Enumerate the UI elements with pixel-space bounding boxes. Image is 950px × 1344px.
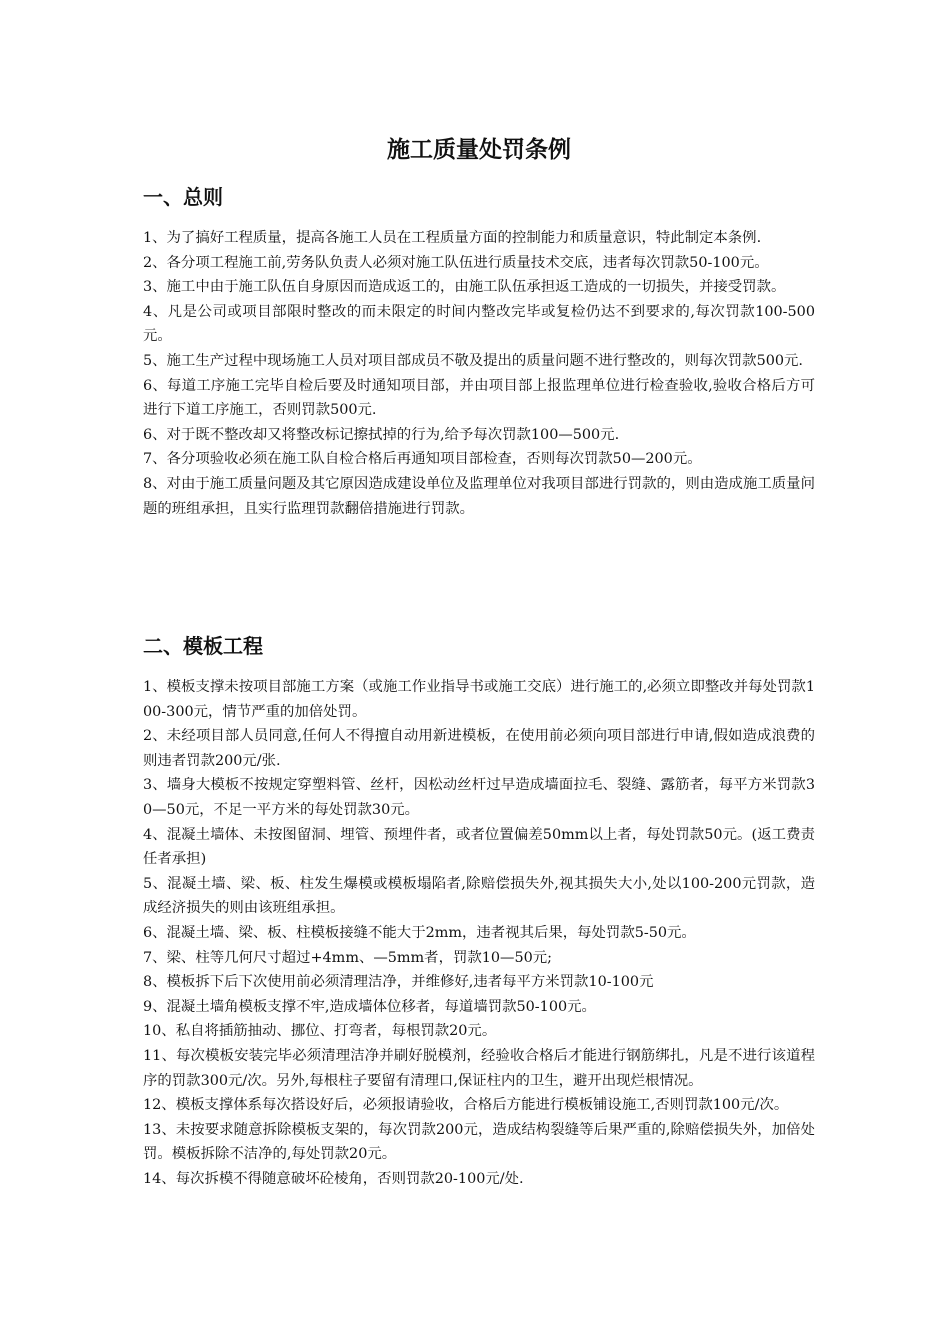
document-title: 施工质量处罚条例 xyxy=(387,137,571,163)
list-item: 2、未经项目部人员同意,任何人不得擅自动用新进模板，在使用前必须向项目部进行申请,假如造成浪费的则违者罚款200元/张. xyxy=(143,728,815,769)
section-items xyxy=(143,226,815,521)
section-general xyxy=(143,183,815,521)
list-item: 2、各分项工程施工前,劳务队负责人必须对施工队伍进行质量技术交底，违者每次罚款50-100元。 xyxy=(143,254,769,271)
list-item: 4、混凝土墙体、未按图留洞、埋管、预埋件者，或者位置偏差50mm以上者，每处罚款50元。(返工费责任者承担) xyxy=(143,826,815,868)
section-formwork xyxy=(143,632,815,1191)
section-heading: 一、总则 xyxy=(143,185,223,209)
list-item: 10、私自将插筋抽动、挪位、打弯者，每根罚款20元。 xyxy=(143,1023,497,1040)
list-item: 7、各分项验收必须在施工队自检合格后再通知项目部检查，否则每次罚款50—200元。 xyxy=(143,451,702,468)
list-item: 6、对于既不整改却又将整改标记擦拭掉的行为,给予每次罚款100—500元. xyxy=(143,426,620,443)
section-items xyxy=(143,675,815,1191)
list-item: 6、每道工序施工完毕自检后要及时通知项目部，并由项目部上报监理单位进行检查验收,验收合格后方可进行下道工序施工，否则罚款500元. xyxy=(143,377,815,419)
list-item: 1、模板支撑未按项目部施工方案（或施工作业指导书或施工交底）进行施工的,必须立即整改并每处罚款100-300元，情节严重的加倍处罚。 xyxy=(143,679,815,720)
list-item: 6、混凝土墙、梁、板、柱模板接缝不能大于2mm，违者视其后果，每处罚款5-50元。 xyxy=(143,924,696,941)
list-item: 12、模板支撑体系每次搭设好后，必须报请验收，合格后方能进行模板铺设施工,否则罚款100元/次。 xyxy=(143,1097,789,1114)
list-item: 1、为了搞好工程质量，提高各施工人员在工程质量方面的控制能力和质量意识，特此制定本条例. xyxy=(143,230,762,246)
list-item: 9、混凝土墙角模板支撑不牢,造成墙体位移者，每道墙罚款50-100元。 xyxy=(143,998,596,1015)
section-heading: 二、模板工程 xyxy=(143,634,263,658)
list-item: 14、每次拆模不得随意破坏砼棱角，否则罚款20-100元/处. xyxy=(143,1170,524,1187)
list-item: 5、施工生产过程中现场施工人员对项目部成员不敬及提出的质量问题不进行整改的，则每次罚款500元. xyxy=(143,352,803,369)
list-item: 3、墙身大模板不按规定穿塑料管、丝杆，因松动丝杆过早造成墙面拉毛、裂缝、露筋者，每平方米罚款30—50元，不足一平方米的每处罚款30元。 xyxy=(143,777,815,818)
list-item: 5、混凝土墙、梁、板、柱发生爆模或模板塌陷者,除赔偿损失外,视其损失大小,处以100-200元罚款，造成经济损失的则由该班组承担。 xyxy=(143,875,815,917)
list-item: 8、对由于施工质量问题及其它原因造成建设单位及监理单位对我项目部进行罚款的，则由造成施工质量问题的班组承担，且实行监理罚款翻倍措施进行罚款。 xyxy=(143,475,815,517)
list-item: 8、模板拆下后下次使用前必须清理洁净，并维修好,违者每平方米罚款10-100元 xyxy=(143,974,654,991)
list-item: 4、凡是公司或项目部限时整改的而未限定的时间内整改完毕或复检仍达不到要求的,每次罚款100-500元。 xyxy=(143,303,815,345)
list-item: 13、未按要求随意拆除模板支架的，每次罚款200元，造成结构裂缝等后果严重的,除赔偿损失外，加倍处罚。模板拆除不洁净的,每处罚款20元。 xyxy=(143,1121,815,1163)
list-item: 7、梁、柱等几何尺寸超过+4mm、—5mm者，罚款10—50元; xyxy=(143,949,553,966)
list-item: 3、施工中由于施工队伍自身原因而造成返工的，由施工队伍承担返工造成的一切损失，并接受罚款。 xyxy=(143,279,786,296)
list-item: 11、每次模板安装完毕必须清理洁净并刷好脱模剂，经验收合格后才能进行钢筋绑扎，凡是不进行该道程序的罚款300元/次。另外,每根柱子要留有清理口,保证柱内的卫生，避开出现烂根情况。 xyxy=(143,1047,815,1089)
